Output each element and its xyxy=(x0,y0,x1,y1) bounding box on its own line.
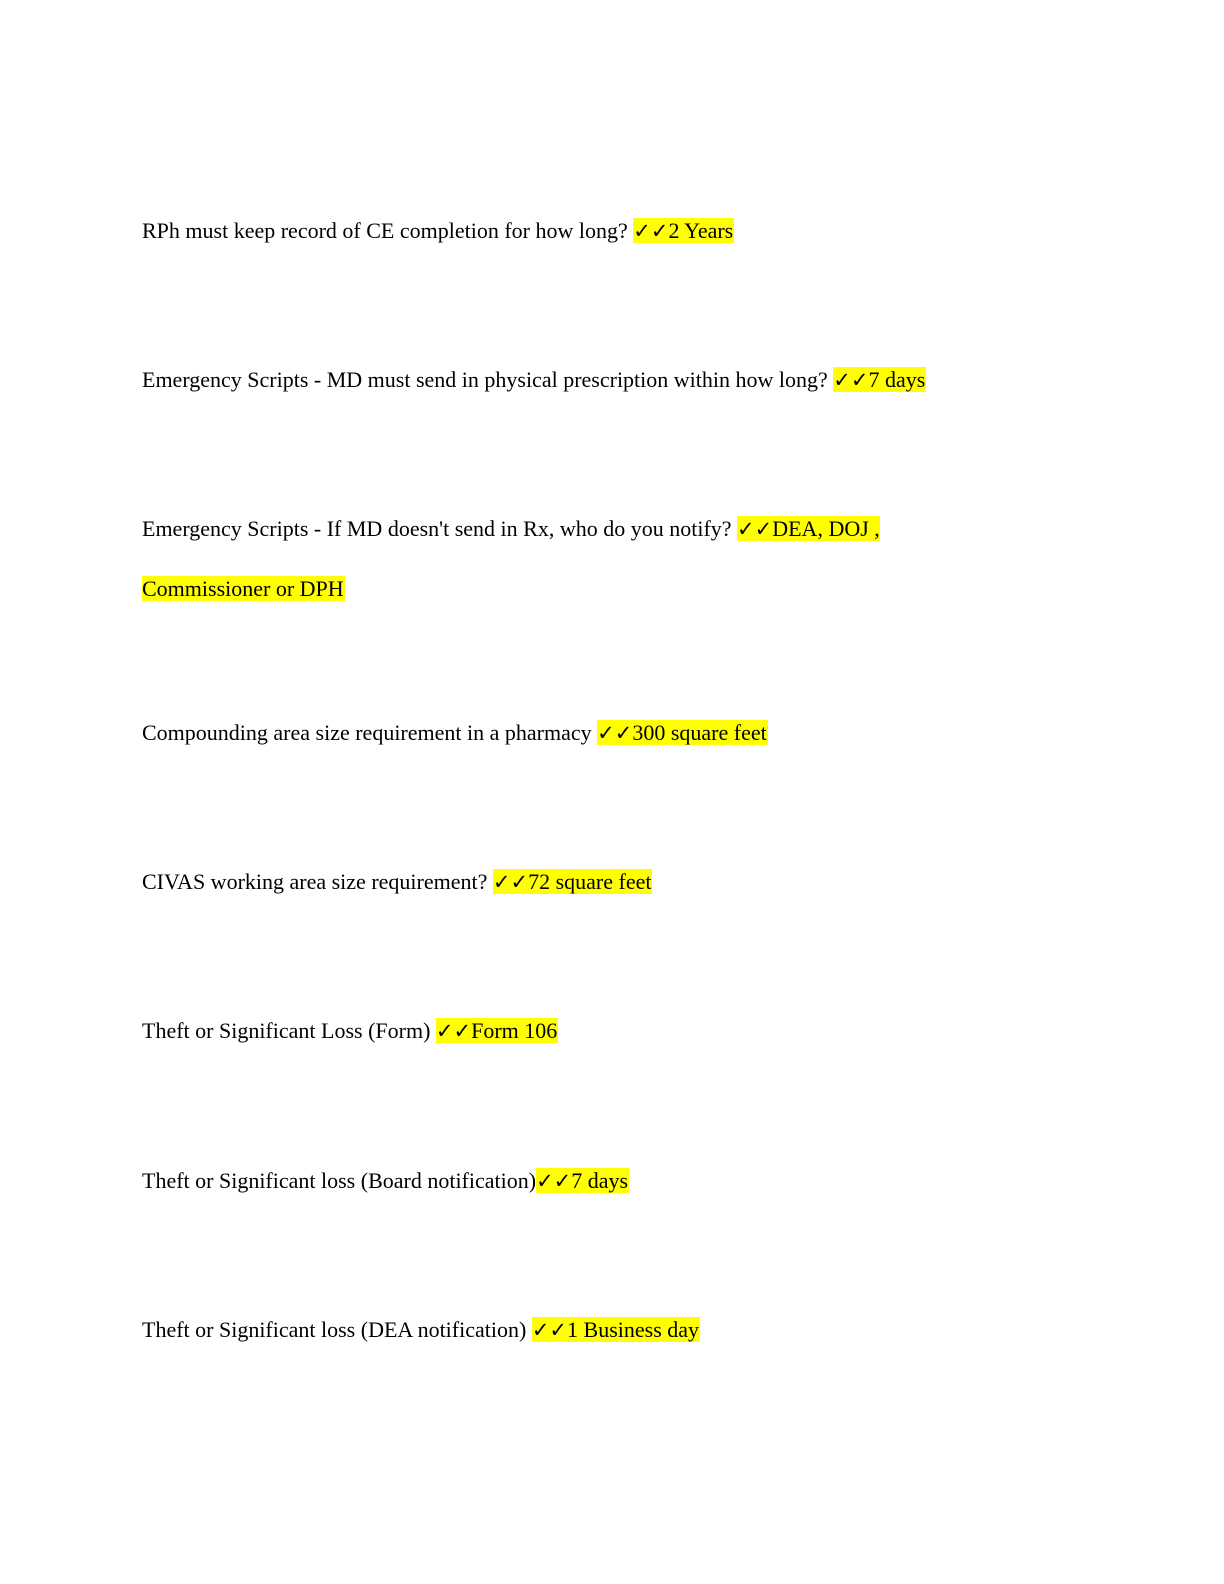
question-text: Theft or Significant Loss (Form) xyxy=(142,1018,436,1043)
double-check-icon: ✓✓ xyxy=(737,517,773,541)
answer-highlight xyxy=(633,218,734,243)
answer-highlight xyxy=(597,720,768,745)
double-check-icon: ✓✓ xyxy=(633,219,669,243)
answer-highlight xyxy=(536,1168,629,1193)
qa-item-1 xyxy=(142,201,1002,261)
qa-item-4 xyxy=(142,703,1002,763)
double-check-icon: ✓✓ xyxy=(536,1169,572,1193)
qa-item-7 xyxy=(142,1151,1002,1211)
question-text: Emergency Scripts - If MD doesn't send in Rx, who do you notify? xyxy=(142,516,738,541)
qa-item-2 xyxy=(142,350,1002,410)
answer-text: 1 Business day xyxy=(567,1317,700,1342)
answer-text: 300 square feet xyxy=(632,720,767,745)
double-check-icon: ✓✓ xyxy=(833,368,869,392)
double-check-icon: ✓✓ xyxy=(597,721,633,745)
question-text: CIVAS working area size requirement? xyxy=(142,869,493,894)
answer-text: 72 square feet xyxy=(528,869,652,894)
question-text: Compounding area size requirement in a pharmacy xyxy=(142,720,598,745)
double-check-icon: ✓✓ xyxy=(531,1318,568,1342)
answer-highlight xyxy=(493,869,653,894)
answer-text: 2 Years xyxy=(668,218,734,243)
answer-highlight xyxy=(532,1317,700,1342)
answer-highlight xyxy=(436,1018,558,1043)
double-check-icon: ✓✓ xyxy=(435,1019,472,1043)
double-check-icon: ✓✓ xyxy=(492,870,529,894)
answer-text: Form 106 xyxy=(471,1018,558,1043)
qa-item-6 xyxy=(142,1001,1002,1061)
question-text: Emergency Scripts - MD must send in physical prescription within how long? xyxy=(142,367,834,392)
question-text: RPh must keep record of CE completion for how long? xyxy=(142,218,634,243)
qa-item-3 xyxy=(142,499,1002,618)
answer-text: 7 days xyxy=(868,367,926,392)
answer-highlight xyxy=(833,367,926,392)
qa-item-5 xyxy=(142,852,1002,912)
answer-text: 7 days xyxy=(571,1168,629,1193)
question-text: Theft or Significant loss (DEA notification) xyxy=(142,1317,532,1342)
answer-text: DEA, DOJ , Commissioner or DPH xyxy=(142,516,880,601)
question-text: Theft or Significant loss (Board notification) xyxy=(142,1168,537,1193)
qa-item-8 xyxy=(142,1300,1002,1360)
